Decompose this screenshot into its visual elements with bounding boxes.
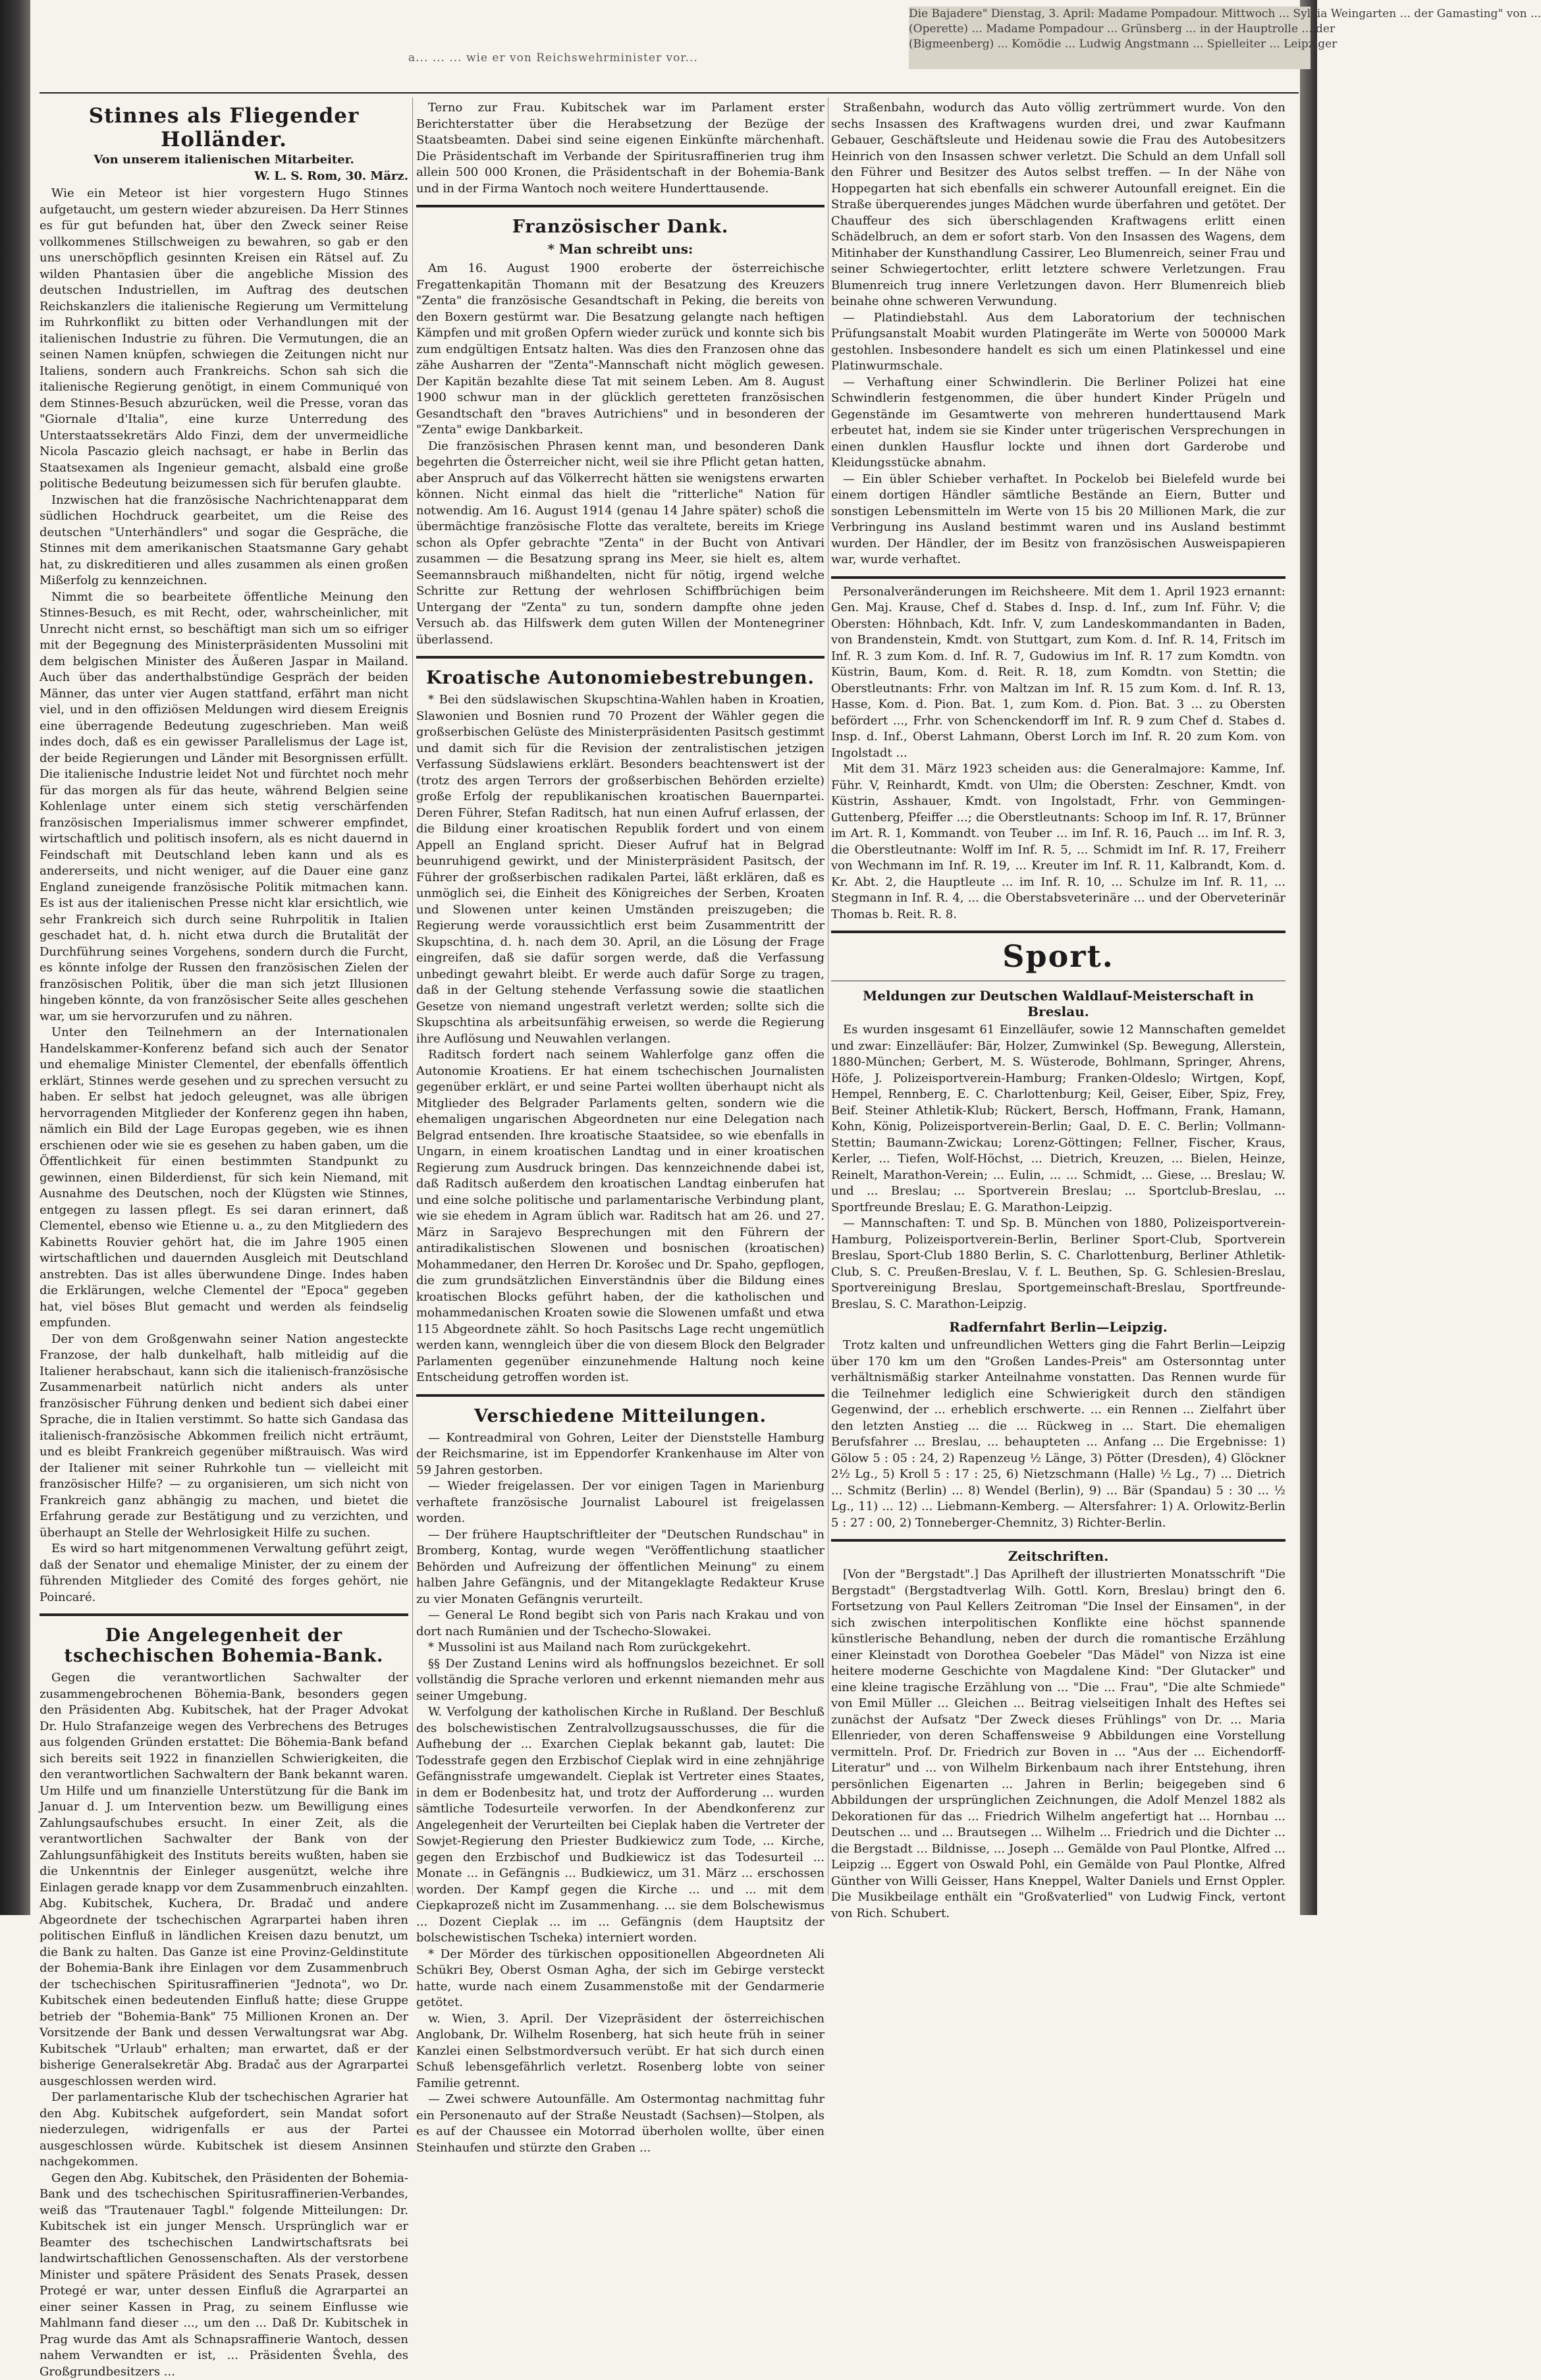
section-rule <box>831 931 1285 933</box>
paragraph: * Der Mörder des türkischen oppositionellen Abgeordneten Ali Schükri Bey, Oberst Osman Agha, der sich im Gebirge versteckt hatte, wurde nach einem Zusammenstoße mit der Gendarmerie getötet. <box>416 1947 825 2011</box>
paragraph: Am 16. August 1900 eroberte der österreichische Fregattenkapitän Thomann mit der Besatzung des Kreuzers "Zenta" die französische Gesandtschaft in Peking, die bereits von den Boxern gestürmt war. Die Besatzung gelangte nach heftigen Kämpfen und mit großen Opfern wieder zurück und konnte sich bis zum endgültigen Entsatz halten. Was dies den Franzosen ohne das zähe Ausharren der "Zenta"-Mannschaft nicht möglich gewesen. Der Kapitän bezahlte diese Tat mit seinem Leben. Am 8. August 1900 schwur man in der glücklich geretteten französischen Gesandtschaft den "braves Autrichiens" und in besonderen der "Zenta" ewige Dankbarkeit. <box>416 261 825 439</box>
article-title: Kroatische Autonomiebestrebungen. <box>416 668 825 688</box>
section-rule <box>40 1613 408 1616</box>
paragraph: Straßenbahn, wodurch das Auto völlig zertrümmert wurde. Von den sechs Insassen des Kraftwagens wurden drei, und zwar Kaufmann Gebauer, Geschäftsleute und Heidenau sowie die Frau des Autobesitzers Heinrich von den Insassen schwer verletzt. Die Schuld an dem Unfall soll den Führer und Besitzer des Autos selbst treffen. — In der Nähe von Hoppegarten hat sich ebenfalls ein schwerer Autounfall ereignet. Ein die Straße überquerendes junges Mädchen wurde überfahren und getötet. Der Chauffeur des sich überschlagenden Kraftwagens erlitt einen Schädelbruch, an dem er sofort starb. Von den Insassen des Wagens, dem Mitinhaber der Kunsthandlung Cassirer, Leo Blumenreich, seiner Frau und seiner Schwiegertochter, erlitt letztere schwere Verletzungen. Frau Blumenreich trug innere Verletzungen davon. Herr Blumenreich blieb beinahe ohne schweren Verwundung. <box>831 100 1285 310</box>
section-title: Sport. <box>831 938 1285 974</box>
article-title: Die Angelegenheit der tschechischen Bohemia-Bank. <box>40 1625 408 1666</box>
article-verschiedene-mitteilungen <box>416 1406 825 2157</box>
section-rule <box>831 576 1285 579</box>
article-personalveraenderungen <box>831 584 1285 923</box>
paragraph: — Zwei schwere Autounfälle. Am Ostermontag nachmittag fuhr ein Personenauto auf der Straße Neustadt (Sachsen)—Stolpen, als es auf der Chaussee ein Motorrad überholen wollte, über einen Steinhaufen und stürzte den Graben ... <box>416 2092 825 2156</box>
column-rule <box>412 97 413 1895</box>
paragraph: Gegen die verantwortlichen Sachwalter der zusammengebrochenen Böhemia-Bank, besonders gegen den Präsidenten Abg. Kubitschek, hat der Prager Advokat Dr. Hulo Strafanzeige wegen des Verbrechens des Betruges aus folgenden Gründen erstattet: Die Böhemia-Bank befand sich bereits seit 1922 in finanziellen Schwierigkeiten, die den verantwortlichen Sachwaltern der Bank bekannt waren. Um Hilfe und um finanzielle Unterstützung für die Bank im Januar d. J. um Intervention bezw. um Bewilligung eines Zahlungsaufschubes ersucht. In einer Zeit, als die verantwortlichen Sachwalter der Bank von der Zahlungsunfähigkeit des Instituts bereits wußten, haben sie die Unkenntnis der Einleger ausgenützt, welche ihre Einlagen gerade knapp vor dem Zusammenbruch einzahlten. Abg. Kubitschek, Kuchera, Dr. Bradač und andere Abgeordnete der tschechischen Agrarpartei haben ihren politischen Einfluß in ländlichen Kreisen dazu benutzt, um die Bank zu halten. Das Ganze ist eine Provinz-Geldinstitute der Bohemia-Bank ihre Einlagen vor dem Zusammenbruch der tschechischen Spiritusraffinerien "Jednota", wo Dr. Kubitschek einen bedeutenden Einfluß hatte; diese Gruppe betrieb der "Bohemia-Bank" 75 Millionen Kronen an. Der Vorsitzende der Bank und dessen Verwaltungsrat war Abg. Kubitschek "Urlaub" erhalten; man erwartet, daß er der bisherige Generalsekretär Abg. Bradač aus der Agrarpartei ausgeschlossen werden wird. <box>40 1670 408 2090</box>
previous-page-fragment: a... ... ... wie er von Reichswehrminister vor... <box>408 51 698 65</box>
article-franzoesischer-dank <box>416 217 825 648</box>
paragraph: — Mannschaften: T. und Sp. B. München von 1880, Polizeisportverein-Hamburg, Polizeisportverein-Berlin, Berliner Sport-Club, Sportverein Breslau, Sport-Club 1880 Berlin, S. C. Charlottenburg, Berliner Athletik-Club, S. C. Preußen-Breslau, V. f. L. Beuthen, Sp. G. Schlesien-Breslau, Sportvereinigung Breslau, Sportgemeinschaft-Breslau, Sportfreunde-Breslau, S. C. Marathon-Leipzig. <box>831 1216 1285 1312</box>
paragraph: Der von dem Großgenwahn seiner Nation angesteckte Franzose, der halb dunkelhaft, halb mitleidig auf die Italiener herabschaut, kann sich die italienisch-französische Zusammenarbeit natürlich nicht anders als unter französischer Führung denken und bedient sich dabei einer Sprache, die in Italien verstimmt. So hatte sich Gandasa das italienisch-französische Abkommen freilich nicht erträumt, und es bleibt Frankreich gegenüber mißtrauisch. Was wird der Italiener mit seiner Ruhrkohle tun — vielleicht mit französischer Hilfe? — zu organisieren, um sich nicht von Frankreich ganz abhängig zu machen, und bietet die Erfahrung gerade zur Bestätigung und zu verzichten, und überhaupt an Stelle der Wehrlosigkeit Hilfe zu suchen. <box>40 1332 408 1542</box>
scan-edge-left <box>0 0 30 1915</box>
paragraph: Personalveränderungen im Reichsheere. Mit dem 1. April 1923 ernannt: Gen. Maj. Krause, Chef d. Stabes d. Insp. d. Inf., zum Inf. Führ. V; die Obersten: Höhnbach, Kdt. Infr. V, zum Landeskommandanten in Baden, von Brandenstein, Kmdt. von Stuttgart, zum Kom. d. Inf. R. 14, Fritsch im Inf. R. 3 zum Kom. d. Inf. R. 7, Gudowius im Inf. R. 17 zum Komdtn. von Küstrin, Baum, Kom. d. Reit. R. 18, zum Komdtn. von Stettin; die Oberstleutnants: Frhr. von Maltzan im Inf. R. 15 zum Kom. d. Inf. R. 13, Hasse, Kom. d. Pion. Bat. 1, zum Kom. d. Pion. Bat. 3 ... zu Obersten befördert ..., Frhr. von Schenckendorff im Inf. R. 9 zum Chef d. Stabes d. Insp. d. Inf., Oberst Lahmann, Oberst Lorch im Inf. R. 20 zum Kom. von Ingolstadt ... <box>831 584 1285 762</box>
section-rule <box>831 1539 1285 1542</box>
article-title: Meldungen zur Deutschen Waldlauf-Meisterschaft in Breslau. <box>831 988 1285 1019</box>
paragraph: * Mussolini ist aus Mailand nach Rom zurückgekehrt. <box>416 1640 825 1656</box>
paragraph: Der parlamentarische Klub der tschechischen Agrarier hat den Abg. Kubitschek aufgefordert, sein Mandat sofort niederzulegen, widrigenfalls er aus der Partei ausgeschlossen würde. Kubitschek ist diesem Ansinnen nachgekommen. <box>40 2090 408 2171</box>
paragraph: Inzwischen hat die französische Nachrichtenapparat dem südlichen Hochdruck gearbeitet, um die Reise des deutschen "Unterhändlers" und sogar die Gespräche, die Stinnes mit dem amerikanischen Staatsmanne Gary gehabt hat, zu diskreditieren und alles zusammen als einen großen Mißerfolg zu kennzeichnen. <box>40 493 408 589</box>
paragraph: Raditsch fordert nach seinem Wahlerfolge ganz offen die Autonomie Kroatiens. Er hat einem tschechischen Journalisten gegenüber erklärt, er und seine Partei wollten überhaupt nicht als Mitglieder des Belgrader Parlaments gelten, sondern wie die ehemaligen ungarischen Abgeordneten nur eine Delegation nach Belgrad entsenden. Ihre kroatische Staatsidee, so wie ebenfalls in Ungarn, in einem kroatischen Landtag und in einer kroatischen Regierung zum Ausdruck bringen. Das kennzeichnende dabei ist, daß Raditsch außerdem den kroatischen Landtag einberufen hat und eine solche politische und parlamentarische Verbindung plant, wie sie ehedem in Agram üblich war. Raditsch hat am 26. und 27. März in Sarajevo Besprechungen mit den Führern der antiradikalistischen Slowenen und bosnischen (kroatischen) Mohammedaner, den Herren Dr. Korošec und Dr. Spaho, gepflogen, die zum grundsätzlichen Einverständnis über die Bildung eines kroatischen Blocks geführt haben, der die katholischen und mohammedanischen Kroaten sowie die Slowenen umfaßt und etwa 115 Abgeordnete zählt. So hoch Pasitschs Lage recht ungemütlich werden kann, wenngleich über die von diesem Block den Belgrader Parlamenten gegenüber einzunehmende Haltung noch keine Entscheidung getroffen worden ist. <box>416 1047 825 1386</box>
column-2 <box>416 100 825 1891</box>
paragraph: Die französischen Phrasen kennt man, und besonderen Dank begehrten die Österreicher nicht, weil sie ihre Pflicht getan hatten, aber Anspruch auf das Völkerrecht hätten sie wenigstens erwarten können. Nicht einmal das hielt die "ritterliche" Nation für notwendig. Am 16. August 1914 (genau 14 Jahre später) schoß die übermächtige französische Flotte das veraltete, bereits im Kriege schon als Opfer gebrachte "Zenta" in der Bucht von Antivari zusammen — die Besatzung sprang ins Meer, sie hielt es, altem Seemannsbrauch mißhandelten, nicht für nötig, irgend welche Schritte zur Rettung der wehrlosen Schiffbrüchigen beim Untergang der "Zenta" zu tun, sondern dampfte ohne jeden Versuch ab. das Hilfswerk dem guten Willen der Montenegriner überlassend. <box>416 439 825 649</box>
byline: * Man schreibt uns: <box>416 241 825 257</box>
strip-line: (Bigmeenberg) ... Komödie ... Ludwig Angstmann ... Spielleiter ... Leipziger <box>909 37 1311 52</box>
paragraph: — Kontreadmiral von Gohren, Leiter der Dienststelle Hamburg der Reichsmarine, ist im Eppendorfer Krankenhause im Alter von 59 Jahren gestorben. <box>416 1430 825 1479</box>
paragraph: Nimmt die so bearbeitete öffentliche Meinung den Stinnes-Besuch, es mit Recht, oder, wahrscheinlicher, mit Unrecht nicht ernst, so beschäftigt man sich um so eifriger mit der Begegnung des Ministerpräsidenten Mussolini mit dem belgischen Minister des Äußeren Jaspar in Mailand. Auch über das anderthalbstündige Gespräch der beiden Männer, das unter vier Augen stattfand, erfährt man nicht viel, und in den offiziösen Meldungen wird diesem Ereignis eine überragende Bedeutung zugeschrieben. Man weiß indes doch, daß es ein gewisser Parallelismus der Lage ist, der beide Regierungen und Länder mit Besorgnissen erfüllt. Die italienische Industrie leidet Not und fürchtet noch mehr für das morgen als für das heute, während Belgien seine Kohlenlage unter einem sich stetig verschärfenden französischen Imperialismus immer schwerer empfindet, wirtschaftlich und politisch insofern, als es nicht dauernd in Feindschaft mit Deutschland leben kann und als es andererseits, und nicht weniger, auf die Dauer eine ganz England zuneigende französische Politik mitmachen kann. Es ist aus der italienischen Presse nicht klar ersichtlich, wie sehr Frankreich sich durch seine Ruhrpolitik in Italien geschadet hat, d. h. nicht etwa durch die Brutalität der Durchführung seines Vorgehens, sondern durch die Furcht, es könnte infolge der Russen den französischen Zielen der französischen Politik, über die man sich jetzt Illusionen hingeben könnte, da von französischer Seite alles geschehen war, um sie hervorzurufen und zu nähren. <box>40 589 408 1025</box>
sport-section <box>831 938 1285 1531</box>
article-title: Verschiedene Mitteilungen. <box>416 1406 825 1426</box>
paragraph: Es wurden insgesamt 61 Einzelläufer, sowie 12 Mannschaften gemeldet und zwar: Einzelläufer: Bär, Holzer, Zumwinkel (Sp. Bewegung, Allerstein, 1880-München; Gerbert, M. S. Wüsterode, Bohlmann, Springer, Ahrens, Höfe, J. Polizeisportverein-Hamburg; Franken-Oldeslo; Wirtgen, Kopf, Hempel, Rennberg, E. C. Charlottenburg; Keil, Geiser, Eiber, Spiz, Frey, Beif. Steiner Athletik-Klub; Rückert, Bersch, Hoffmann, Frank, Hamann, Kohn, König, Polizeisportverein-Berlin; Gaal, D. E. C. Berlin; Vollmann-Stettin; Baumann-Zwickau; Lorenz-Göttingen; Fellner, Fischer, Kraus, Kerler, ... Tiefen, Wolf-Höchst, ... Dietrich, Kreuzen, ... Bielen, Heinze, Reinelt, Marathon-Verein; ... Eulin, ... ... Schmidt, ... Giese, ... Breslau; W. und ... Breslau; ... Sportverein Breslau; ... Sportclub-Breslau, ... Sportfreunde Breslau; E. G. Marathon-Leipzig. <box>831 1022 1285 1216</box>
paragraph: — General Le Rond begibt sich von Paris nach Krakau und von dort nach Rumänien und der Tschecho-Slowakei. <box>416 1608 825 1640</box>
paragraph: — Ein übler Schieber verhaftet. In Pockelob bei Bielefeld wurde bei einem dortigen Händler sämtliche Bestände an Eiern, Butter und sonstigen Lebensmitteln im Werte von 15 bis 20 Millionen Mark, die zur Verbringung ins Ausland bestimmt waren und ins Ausland bestimmt wurden. Der Händler, der im Besitz von französischen Ausweispapieren war, wurde verhaftet. <box>831 472 1285 568</box>
article-title: Stinnes als Fliegender Holländer. <box>40 104 408 151</box>
article-bohemia-bank <box>40 1625 408 2380</box>
paragraph: Es wird so hart mitgenommenen Verwaltung geführt zeigt, daß der Senator und ehemalige Minister, der zu einem der führenden Mitglieder des Comité des forges gehört, nie Poincaré. <box>40 1541 408 1606</box>
article-title: Radfernfahrt Berlin—Leipzig. <box>831 1319 1285 1335</box>
paragraph: [Von der "Bergstadt".] Das Aprilheft der illustrierten Monatsschrift "Die Bergstadt" (Bergstadtverlag Wilh. Gottl. Korn, Breslau) bringt den 6. Fortsetzung von Paul Kellers Zeitroman "Die Insel der Einsamen", in der sich zwischen interpolitischen Konflikte eine höchst spannende künstlerische Behandlung, neben der durch die romantische Erzählung einer Kleinstadt von Dorothea Goebeler "Das Mädel" von Nizza ist eine heitere moderne Geschichte von Magdalene Kind: "Der Glutacker" und eine kleine tragische Erzählung von ... "Die ... Frau", "Die alte Schmiede" von Emil Müller ... Gleichen ... Beitrag vielseitigen Inhalt des Heftes sei zunächst der Aufsatz "Der Zweck dieses Frühlings" von Dr. ... Maria Ellenrieder, von deren Schaffensweise 9 Abbildungen eine Vorstellung vermitteln. Prof. Dr. Friedrich zur Boven in ... "Aus der ... Eichendorff-Literatur" und ... von Wilhelm Birkenbaum nach ihrer Entstehung, ihren persönlichen Eigenarten ... Jahren in Berlin; beigegeben sind 6 Abbildungen der ursprünglichen Zeichnungen, die Adolf Menzel 1882 als Dekorationen für das ... Friedrich Wilhelm angefertigt hat ... Hornbau ... Deutschen ... und ... Brautsegen ... Wilhelm ... Friedrich und die Dichter ... die Bergstadt ... Bildnisse, ... Joseph ... Gemälde von Paul Plontke, Alfred ... Leipzig ... Eggert von Oswald Pohl, ein Gemälde von Paul Plontke, Alfred Günther von Willi Geisser, Hans Kneppel, Walter Daniels und Ernst Oppler. Die Musikbeilage enthält ein "Großvaterlied" von Ludwig Finck, vertont von Rich. Schubert. <box>831 1567 1285 1922</box>
column-1 <box>40 100 408 1891</box>
section-rule <box>416 656 825 659</box>
scan-edge-right <box>1300 0 1317 1915</box>
paragraph: Trotz kalten und unfreundlichen Wetters ging die Fahrt Berlin—Leipzig über 170 km um den "Großen Landes-Preis" am Ostersonntag unter verhältnismäßig starker Anteilnahme vonstatten. Das Rennen wurde für die Teilnehmer lediglich eine Schwierigkeit durch den ständigen Gegenwind, der ... erheblich erschwerte. ... ein Rennen ... Zielfahrt über den letzten Anstieg ... die ... Rückweg in ... Start. Die ehemaligen Berufsfahrer ... Breslau, ... behaupteten ... Anfang ... Die Ergebnisse: 1) Gölow 5 : 05 : 24, 2) Rapenzeug ½ Länge, 3) Pötter (Dresden), 4) Glöckner 2½ Lg., 5) Kroll 5 : 17 : 25, 6) Nietzschmann (Halle) ½ Lg., 7) ... Dietrich ... Schmitz (Berlin) ... 8) Wendel (Berlin), 9) ... Bär (Spandau) 5 : 30 ... ½ Lg., 11) ... 12) ... Liebmann-Kemberg. — Altersfahrer: 1) A. Orlowitz-Berlin 5 : 27 : 00, 2) Tonneberger-Chemnitz, 3) Richter-Berlin. <box>831 1338 1285 1531</box>
strip-line: Die Bajadere" Dienstag, 3. April: Madame Pompadour. Mittwoch ... Sylvia Weingarten ... der Gamasting" von ... <box>909 7 1311 22</box>
column-3 <box>831 100 1285 1891</box>
paragraph: Wie ein Meteor ist hier vorgestern Hugo Stinnes aufgetaucht, um gestern wieder abzureisen. Da Herr Stinnes es für gut befunden hat, über den Zweck seiner Reise vollkommenes Stillschweigen zu bewahren, so gab er den uns unerschöpflich gesinnten Kreisen ein Rätsel auf. Zu wilden Phantasien über die angebliche Mission des deutschen Industriellen, im Auftrag des deutschen Reichskanzlers die italienische Regierung um Vermittelung im Ruhrkonflikt zu bitten oder Verhandlungen mit der italienischen Industrie zu führen. Die Vermutungen, die an seinen Namen knüpfen, schwiegen die Zeitungen nicht nur Italiens, sondern auch Frankreichs. Schon sah sich die italienische Regierung genötigt, in einem Communiqué von dem Stinnes-Besuch abzurücken, weil die Presse, voran das "Giornale d'Italia", eine kurze Unterredung des Unterstaatssekretärs Aldo Finzi, dem der unvermeidliche Nicola Pascazio gleich nachsagt, er habe in Berlin das Staatsexamen als Ingenieur gemacht, alsbald eine große politische Bedeutung beizumessen sich für berufen glaubte. <box>40 186 408 493</box>
article-subtitle: Von unserem italienischen Mitarbeiter. <box>40 153 408 167</box>
paragraph: Terno zur Frau. Kubitschek war im Parlament erster Berichterstatter über die Herabsetzung der Bezüge der Staatsbeamten. Dabei sind seine eigenen Einkünfte märchenhaft. Die Präsidentschaft im Verbande der Spiritusraffinerien trug ihm allein 500 000 Kronen, die Präsidentschaft in der Bohemia-Bank und in der Firma Wantoch noch weitere Hunderttausende. <box>416 100 825 197</box>
section-rule <box>416 1394 825 1397</box>
overlapping-previous-page-strip <box>909 7 1311 69</box>
article-title: Zeitschriften. <box>831 1548 1285 1564</box>
paragraph: — Verhaftung einer Schwindlerin. Die Berliner Polizei hat eine Schwindlerin festgenommen, die über hundert Kinder Prügeln und Gegenstände im Gesamtwerte von mehreren hunderttausend Mark erbeutet hat, indem sie sie Kinder unter trügerischen Versprechungen in einen dunklen Hausflur lockte und ihnen dort Garderobe und Kleidungsstücke abnahm. <box>831 375 1285 472</box>
section-rule <box>416 205 825 207</box>
paragraph: * Bei den südslawischen Skupschtina-Wahlen haben in Kroatien, Slawonien und Bosnien rund 70 Prozent der Wähler gegen die großserbischen Gelüste des Ministerpräsidenten Pasitsch gestimmt und damit sich für die Revision der zentralistischen jetzigen Verfassung Südslawiens erklärt. Besonders beachtenswert ist der (trotz des argen Terrors der großserbischen Behörden erzielte) große Erfolg der republikanischen kroatischen Bauernpartei. Deren Führer, Stefan Raditsch, hat nun einen Aufruf erlassen, der die Bildung einer kroatischen Republik fordert und von einem Appell an England spricht. Dieser Aufruf hat in Belgrad beunruhigend gewirkt, und der Ministerpräsident Pasitsch, der Führer der großserbischen radikalen Partei, läßt erklären, daß es unmöglich sei, die Einheit des Königreiches der Serben, Kroaten und Slowenen unter keinen Umständen preiszugeben; die Regierung werde voraussichtlich erst beim Zusammentritt der Skupschtina, d. h. nach dem 30. April, an die Lösung der Frage eingreifen, daß sie dafür sorgen werde, daß die Verfassung unbedingt gewahrt bleibt. Er werde auch dafür Sorge zu tragen, daß in der Geltung stehende Verfassung sowie die staatlichen Gesetze von niemand ungestraft verletzt werden; sollte sich die Skupschtina als arbeitsunfähig erweisen, so werde die Regierung ihre Auflösung und Neuwahlen verlangen. <box>416 692 825 1047</box>
paragraph: — Platindiebstahl. Aus dem Laboratorium der technischen Prüfungsanstalt Moabit wurden Platingeräte im Werte von 500000 Mark gestohlen. Insbesondere handelt es sich um einen Platinkessel und eine Platinwurmschale. <box>831 310 1285 375</box>
strip-line: (Operette) ... Madame Pompadour ... Grünsberg ... in der Hauptrolle ... der <box>909 22 1311 37</box>
paragraph: w. Wien, 3. April. Der Vizepräsident der österreichischen Anglobank, Dr. Wilhelm Rosenberg, hat sich heute früh in seiner Kanzlei einen Selbstmordversuch verübt. Er hat sich durch einen Schuß lebensgefährlich verletzt. Rosenberg lobte von seiner Familie getrennt. <box>416 2011 825 2092</box>
article-title: Französischer Dank. <box>416 217 825 237</box>
zeitschriften-section <box>831 1548 1285 1922</box>
article-kroatische-autonomie <box>416 668 825 1386</box>
paragraph: — Wieder freigelassen. Der vor einigen Tagen in Marienburg verhaftete französische Journalist Labourel ist freigelassen worden. <box>416 1478 825 1527</box>
paragraph: §§ Der Zustand Lenins wird als hoffnungslos bezeichnet. Er soll vollständig die Sprache verloren und erkennt niemanden mehr aus seiner Umgebung. <box>416 1656 825 1705</box>
top-rule <box>40 92 1299 94</box>
paragraph: Mit dem 31. März 1923 scheiden aus: die Generalmajore: Kamme, Inf. Führ. V, Reinhardt, Kmdt. von Ulm; die Obersten: Zeschner, Kmdt. von Küstrin, Asshauer, Kmdt. von Ingolstadt, Frhr. von Gemmingen-Guttenberg, Pfeiffer ...; die Oberstleutnants: Schoop im Inf. R. 17, Brünner im Art. R. 1, Kommandt. von Teuber ... im Inf. R. 16, Pauch ... im Inf. R. 3, die Oberstleutnante: Wolff im Inf. R. 5, ... Schmidt im Inf. R. 17, Freiherr von Wechmann im Inf. R. 19, ... Kreuter im Inf. R. 11, Kalbrandt, Kom. d. Kr. Abt. 2, die Hauptleute ... im Inf. R. 10, ... Schulze im Inf. R. 11, ... Stegmann in Inf. R. 4, ... die Oberstabsveterinäre ... und der Oberveterinär Thomas b. Reit. R. 8. <box>831 761 1285 923</box>
paragraph: — Der frühere Hauptschriftleiter der "Deutschen Rundschau" in Bromberg, Kontag, wurde wegen "Veröffentlichung staatlicher Behörden und Aufreizung der öffentlichen Meinung" zu einem halben Jahre Gefängnis, und der Mitangeklagte Redakteur Kruse zu vier Monaten Gefängnis verurteilt. <box>416 1527 825 1608</box>
dateline: W. L. S. Rom, 30. März. <box>40 169 408 183</box>
paragraph: W. Verfolgung der katholischen Kirche in Rußland. Der Beschluß des bolschewistischen Zentralvollzugsausschusses, die für die Aufhebung der ... Exarchen Cieplak bekannt gab, lautet: Die Todesstrafe gegen den Erzbischof Cieplak wird in eine zehnjährige Gefängnisstrafe umgewandelt. Cieplak ist Vertreter eines Staates, in dem er Bodenbesitz hat, und trotz der Aufforderung ... wurden sämtliche Todesurteile verworfen. In der Abendkonferenz zur Angelegenheit der Verurteilten bei Cieplak haben die Vertreter der Sowjet-Regierung den Priester Budkiewicz zum Tode, ... Kirche, gegen den Erzbischof und Budkiewicz ist das Todesurteil ... Monate ... in Gefängnis ... Budkiewicz, um 31. März ... erschossen worden. Der Kampf gegen die Kirche ... und ... mit dem Ciepkaprozeß nicht im Zusammenhang. ... sie dem Bolschewismus ... Dozent Cieplak ... im ... Gefängnis (dem Hauptsitz der bolschewistischen Tscheka) interniert worden. <box>416 1704 825 1947</box>
article-stinnes <box>40 104 408 1606</box>
paragraph: Unter den Teilnehmern an der Internationalen Handelskammer-Konferenz befand sich auch der Senator und ehemalige Minister Clementel, der ebenfalls öffentlich erklärt, Stinnes werde gesehen und zu sprechen versucht zu haben. Er selbst hat jedoch geleugnet, was alle übrigen hervorragenden Mitglieder der Konferenz gegen ihn haben, nämlich ein Bild der Lage Europas gegeben, wie es ihnen erschienen oder wie sie es gesehen zu haben gaben, um die Öffentlichkeit für einen bestimmten Standpunkt zu gewinnen, einen Bilderdienst, für sich kein Niemand, mit Ausnahme des Deutschen, noch der Klügsten wie Stinnes, entgegen zu lassen pflegt. Es sei daran erinnert, daß Clementel, ebenso wie Etienne u. a., zu den Mitgliedern des Kabinetts Rouvier gehört hat, die im Jahre 1905 einen wirtschaftlichen und dauernden Ausgleich mit Deutschland anstrebten. Das ist alles überwundene Dinge. Indes haben die Erklärungen, welche Clementel der "Epoca" gegeben hat, viel böses Blut gemacht und werden als feindselig empfunden. <box>40 1025 408 1332</box>
paragraph: Gegen den Abg. Kubitschek, den Präsidenten der Bohemia-Bank und des tschechischen Spiritusraffinerien-Verbandes, weiß das "Trautenauer Tagbl." folgende Mitteilungen: Dr. Kubitschek ist ein junger Mensch. Ursprünglich war er Beamter des tschechischen Landwirtschaftsrats bei landwirtschaftlichen Genossenschaften. Als der verstorbene Minister und spätere Präsident des Senats Prasek, dessen Protegé er war, unter dessen Einfluß die Agrarpartei an einer seiner Kassen in Prag, zu seinem Einflusse wie Mahlmann fand dieser ..., um den ... Daß Dr. Kubitschek in Prag wurde das Amt als Schnapsraffinerie Wantoch, dessen nahem Verwandten er ist, ... Präsidenten Švehla, des Großgrundbesitzers ... <box>40 2171 408 2380</box>
